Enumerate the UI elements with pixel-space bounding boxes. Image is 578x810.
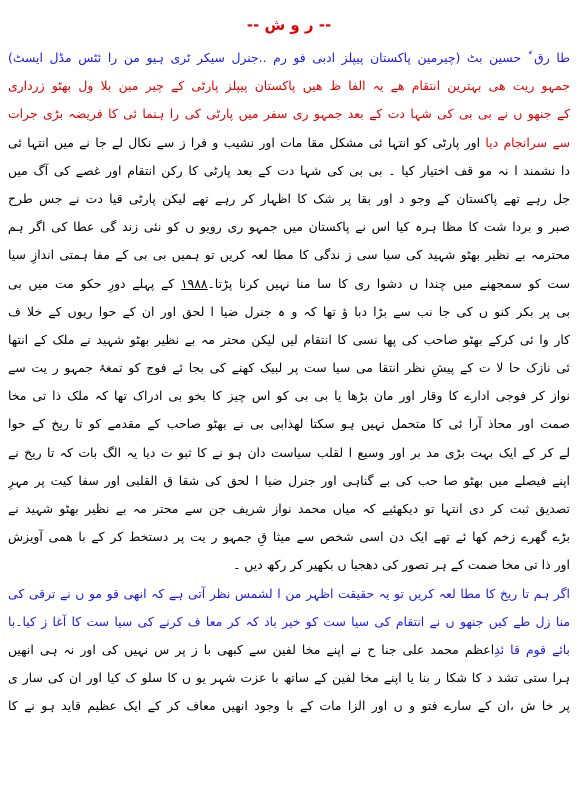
paragraph-line: نواز کر فوجی ادارے کا وقار اور مان بڑھا یا بی بی کو اس چیز کا بخو بی ادراک تھا کہ ملک ذا تی مخا — [8, 388, 570, 404]
paragraph-line: محترمہ بے نظیر بھٹو شہید کی سیا سی ز ندگی کا مطا لعہ کریں تو ہمیں بی بی کے مفا ہمتی اندازِ سیا — [8, 247, 570, 263]
paragraph-text: کے پہلے دورِ حکو مت میں بی — [8, 275, 175, 291]
paragraph-line — [8, 636, 570, 664]
paragraph-line: دا نشمند ا نہ مو قف اختیار کیا ۔ بی بی کی شہا دت کے بعد پارٹی کا رکن انتقام اور غصے کی آگ میں — [8, 162, 570, 178]
paragraph-line: ہرا ستی تشد د کا شکا ر بنا یا اپنے مخا لفین کے ساتھ با عزت شہر یو ں کا سلو ک کیا اور ان کی سار ی — [8, 670, 570, 686]
paragraph-line: پر خا ش ،ان کے سارے فتو و ں اور الزا مات کے با وجود انھیں معاف کر کے ایک عظیم قاید ہو نے کا — [8, 698, 570, 714]
byline: طا رق ٗ حسین بٹ (چیرمین پاکستان پیپلز ادبی فو رم ..جنرل سیکر ٹری ہیو من را ئٹس مڈل ایسٹ) — [8, 50, 570, 65]
paragraph-line — [8, 270, 570, 298]
paragraph-line: ئی نازک حا لا ت کے پیشِ نظر انتقا می سیا ست پر لبیک کھنے کی بجا ئے فوج کو تمغۂ جمہو ر یت سے — [8, 360, 570, 376]
paragraph-line: صمت اور محاذ آرا ئی کا متحمل نہیں ہو سکتا لھذابی بی نے بھٹو صاحب کے مقدمے کو تا ریخ کے حوا — [8, 416, 570, 432]
paragraph-line: تصدیق ثبت کر دی انتہا تو دیکھئیے کہ میاں محمد نواز شریف جن سے محتر مہ بے نظیر بھٹو شہید نے — [8, 501, 570, 516]
paragraph-line: اگر ہم تا ریخ کا مطا لعہ کریں تو یہ حقیقت اظہر من ا لشمس نظر آتی ہے کہ انھی قو مو ں نے ترقی کی — [8, 585, 570, 601]
paragraph-text: اعظم محمد علی جنا ح نے اپنے مخا لفین سے کبھی با ز پر س نہیں کی اور نہ ہی انھیں — [8, 641, 495, 657]
paragraph-line: بڑے گھرے زخم کھا ئے تھے ایک دن اسی شخص سے میثا قِ جمہو ر یت پر دستخط کر کے با ھمی آویزش — [8, 529, 570, 545]
paragraph-line — [8, 129, 570, 157]
paragraph-line: بی پر بکر کنو ں کی جا نب سے بڑا دبا ؤ تھا کہ و ہ جنرل ضیا ا لحق اور ان کے حوا ریوں کے خلا ف — [8, 303, 570, 319]
paragraph-line: اور ذا تی مخا صمت کے ہر تصور کی دھجیا ں بکھیر کر رکھ دیں ۔ — [233, 557, 570, 573]
paragraph-line: جمہو ریت ھی بہترین انتقام ھے یہ الفا ظ ھیں پاکستان پیپلز پارٹی کے چیر مین بلا ول بھٹو زرداری — [8, 78, 570, 94]
paragraph-line: اپنے فیصلے میں بھٹو صا حب کی بے گناہی اور جنرل ضیا ا لحق کی شقا ق القلبی اور سفا کیت پر مہرِ — [8, 472, 570, 488]
article-title: -- ر و ش -- — [246, 16, 332, 34]
paragraph-text: ست کو سمجھنے میں چندا ں دشوا ری کا سا منا نہیں کرنا پڑتا۔ — [207, 275, 570, 291]
paragraph-line: صبر و بردا شت کا مظا ہرہ کیا اس نے پاکستان میں جمہو ری رویو ں کو نئی زند گی عطا کی اگر ہم — [8, 219, 570, 235]
paragraph-line: کے جنھو ں نے بی بی کی شہا دت کے بعد جمہو ری سفر میں پارٹی کی را ہنما ئی کا فریضہ بڑی جرات — [8, 106, 570, 122]
paragraph-line: لے کر کے ایک بہت بڑی مد بر اور وسیع ا لقلب سیاست دان ہو نے کا ثبو ت دیا یہ الگ بات کہ تا ریخ نے — [8, 444, 570, 460]
paragraph-line: جل رہے تھے پاکستان کے وجو د اور بقا پر شک کا اظہار کر رہے تھے لیکن پارٹی قیا دت نے جس طرح — [8, 190, 570, 206]
paragraph-line: کار وا ئی کرکے بھٹو صاحب کی پھا نسی کا انتقام لیں لیکن محتر مہ بے نظیر بھٹو شہید نے ملک کے انتھا — [8, 331, 570, 347]
highlighted-text: سے سرانجام دیا — [485, 134, 570, 150]
paragraph-text: اور پارٹی کو انتہا ئی مشکل مقا مات اور نشیب و فرا ز سے نکال لے جا نے میں انتہا ئی — [8, 134, 481, 150]
paragraph-line: منا زل طے کیں جنھو ں نے انتقام کی سیا ست کو خیر باد کہ کر معا ف کرنے کی سیا ست کا آغا ز کیا۔با — [8, 613, 570, 629]
highlighted-text: بائے قوم قا ئدِ — [494, 641, 570, 657]
year-link[interactable]: ۱۹۸۸ — [180, 275, 208, 291]
